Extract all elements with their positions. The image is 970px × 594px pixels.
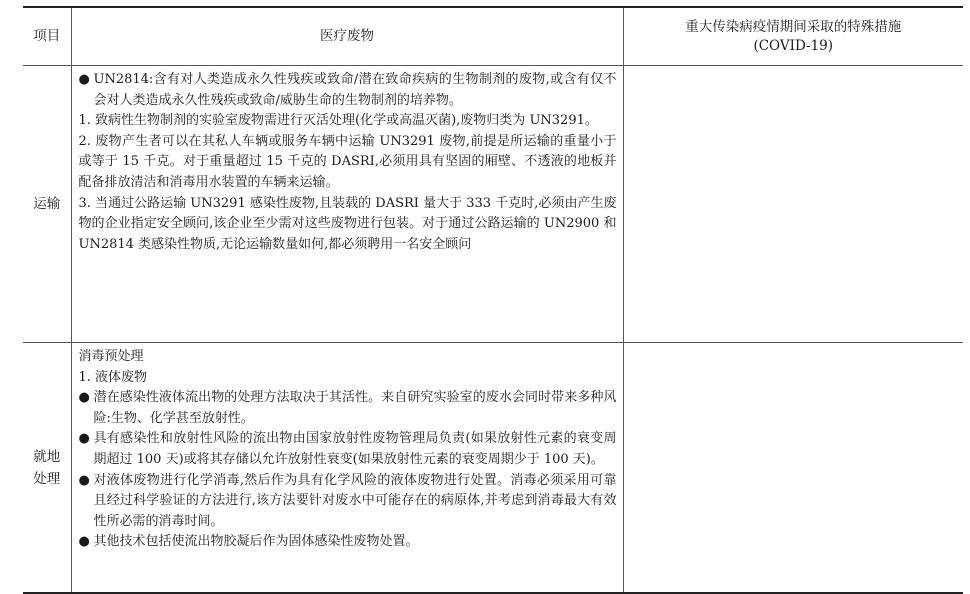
bullet-icon: ● bbox=[78, 390, 90, 406]
header-measures-line2: (COVID-19) bbox=[753, 37, 834, 54]
header-row bbox=[23, 7, 963, 66]
bullet-icon: ● bbox=[78, 72, 90, 87]
row-measures-cell bbox=[623, 66, 963, 343]
header-special-measures bbox=[623, 7, 963, 66]
bullet-icon: ● bbox=[78, 472, 90, 488]
row-content-cell bbox=[71, 343, 623, 594]
paragraph-text: 2. 废物产生者可以在其私人车辆或服务车辆中运输 UN3291 废物,前提是所运输的重量小于或等于 15 千克。对于重量超过 15 千克的 DASRI,必须用具有坚固的厢壁、不透液的地板并配备排放清洁和消毒用水装置的车辆来运输。 bbox=[78, 133, 617, 190]
paragraph-text: 潜在感染性液体流出物的处理方法取决于其活性。来自研究实验室的废水会同时带来多种风险:生物、化学甚至放射性。 bbox=[93, 390, 617, 426]
row-item-label: 处理 bbox=[33, 470, 61, 487]
header-item: 项目 bbox=[23, 7, 71, 66]
paragraph bbox=[79, 388, 617, 429]
row-item-label: 运输 bbox=[33, 196, 61, 212]
row-item-cell bbox=[23, 66, 71, 343]
header-medical-waste: 医疗废物 bbox=[71, 7, 623, 66]
row-content-cell bbox=[71, 66, 623, 343]
bullet-icon: ● bbox=[78, 534, 90, 550]
table-row-transport bbox=[23, 66, 963, 343]
paragraph bbox=[79, 111, 617, 132]
table-row-onsite-treatment bbox=[23, 343, 963, 594]
paragraph-text: 1. 致病性生物制剂的实验室废物需进行灭活处理(化学或高温灭菌),废物归类为 UN3291。 bbox=[78, 113, 598, 129]
row-item-label: 就地 bbox=[33, 448, 61, 465]
paragraph bbox=[79, 471, 617, 533]
paragraph bbox=[79, 368, 617, 389]
paragraph bbox=[79, 132, 617, 194]
paragraph bbox=[79, 347, 617, 368]
paragraph-text: 1. 液体废物 bbox=[78, 369, 148, 385]
paragraph bbox=[79, 70, 617, 111]
paragraph-text: UN2814:含有对人类造成永久性残疾或致命/潜在致命疾病的生物制剂的废物,或含有仅不会对人类造成永久性残疾或致命/威胁生命的生物制剂的培养物。 bbox=[93, 72, 617, 108]
row-item-cell bbox=[23, 343, 71, 594]
row-measures-cell bbox=[623, 343, 963, 594]
paragraph bbox=[79, 532, 617, 553]
paragraph-text: 3. 当通过公路运输 UN3291 感染性废物,且装载的 DASRI 量大于 333 千克时,必须由产生废物的企业指定安全顾问,该企业至少需对这些废物进行包装。对于通过公路运输的 UN2900 和 UN2814 类感染性物质,无论运输数量如何,都必须聘用一名安全顾问 bbox=[78, 195, 617, 252]
paragraph-text: 消毒预处理 bbox=[78, 349, 144, 364]
paragraph-text: 对液体废物进行化学消毒,然后作为具有化学风险的液体废物进行处置。消毒必须采用可靠且经过科学验证的方法进行,该方法要针对废水中可能存在的病原体,并考虑到消毒最大有效性所必需的消毒时间。 bbox=[93, 472, 617, 529]
medical-waste-table bbox=[23, 6, 963, 594]
paragraph bbox=[79, 194, 617, 256]
header-measures-line1: 重大传染病疫情期间采取的特殊措施 bbox=[685, 18, 902, 35]
paragraph-text: 其他技术包括使流出物胶凝后作为固体感染性废物处置。 bbox=[93, 534, 419, 550]
bullet-icon: ● bbox=[78, 431, 90, 447]
paragraph-text: 具有感染性和放射性风险的流出物由国家放射性废物管理局负责(如果放射性元素的衰变周期超过 100 天)或将其存储以允许放射性衰变(如果放射性元素的衰变周期少于 100 天)。 bbox=[93, 431, 617, 467]
paragraph bbox=[79, 429, 617, 470]
